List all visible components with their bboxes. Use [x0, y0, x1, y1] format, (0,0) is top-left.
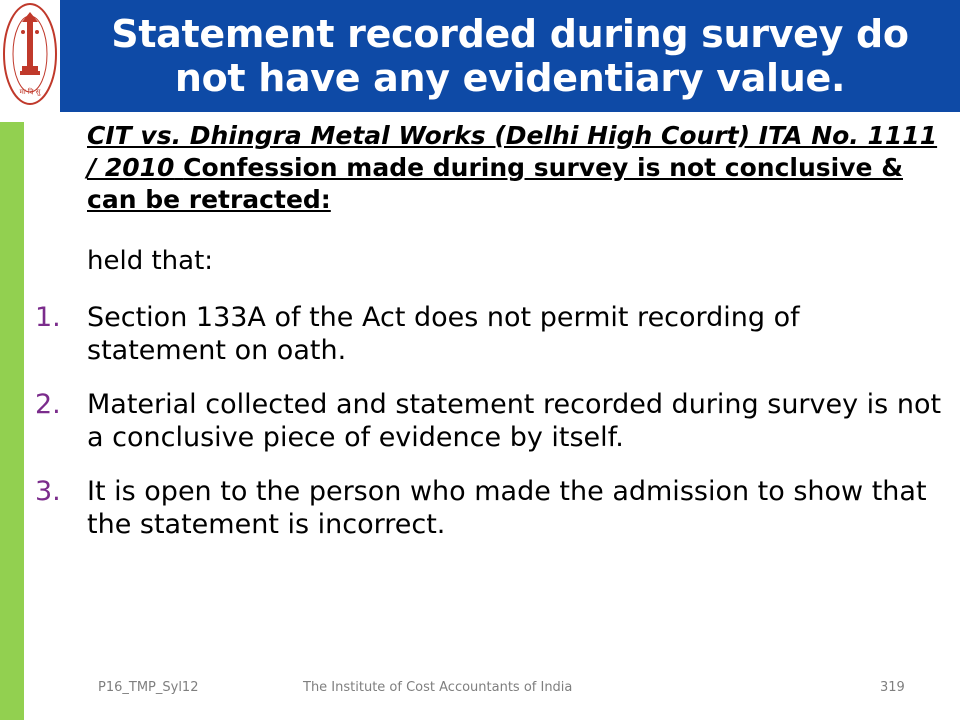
slide-title: Statement recorded during survey do not have any evidentiary value.: [111, 12, 909, 100]
case-citation: CIT vs. Dhingra Metal Works (Delhi High Court) ITA No. 1111 / 2010: [87, 121, 938, 182]
accent-stripe: [0, 122, 24, 720]
title-bar: [60, 0, 960, 112]
institute-logo: [0, 0, 60, 112]
list-number: 2.: [35, 389, 61, 420]
case-summary: Confession made during survey is not conclusive & can be retracted:: [87, 153, 903, 214]
list-item-text: Material collected and statement recorded during survey is not a conclusive piece of evidence by itself.: [87, 389, 942, 453]
list-item: [35, 301, 947, 367]
held-points-list: [35, 301, 947, 541]
page-number: 319: [880, 680, 905, 695]
footer-institute: The Institute of Cost Accountants of India: [303, 680, 573, 695]
logo-seal-icon: [0, 0, 60, 112]
footer-code: P16_TMP_Syl12: [98, 680, 199, 695]
held-label: held that:: [87, 246, 214, 276]
case-heading: [87, 120, 947, 216]
list-item-text: Section 133A of the Act does not permit recording of statement on oath.: [87, 302, 800, 366]
list-item: [35, 388, 947, 454]
list-item: [35, 475, 947, 541]
list-number: 3.: [35, 476, 61, 507]
slide-body: [35, 120, 947, 562]
svg-text:मा दि सु: मा दि सु: [19, 88, 41, 96]
list-number: 1.: [35, 302, 61, 333]
list-item-text: It is open to the person who made the admission to show that the statement is incorrect.: [87, 476, 927, 540]
